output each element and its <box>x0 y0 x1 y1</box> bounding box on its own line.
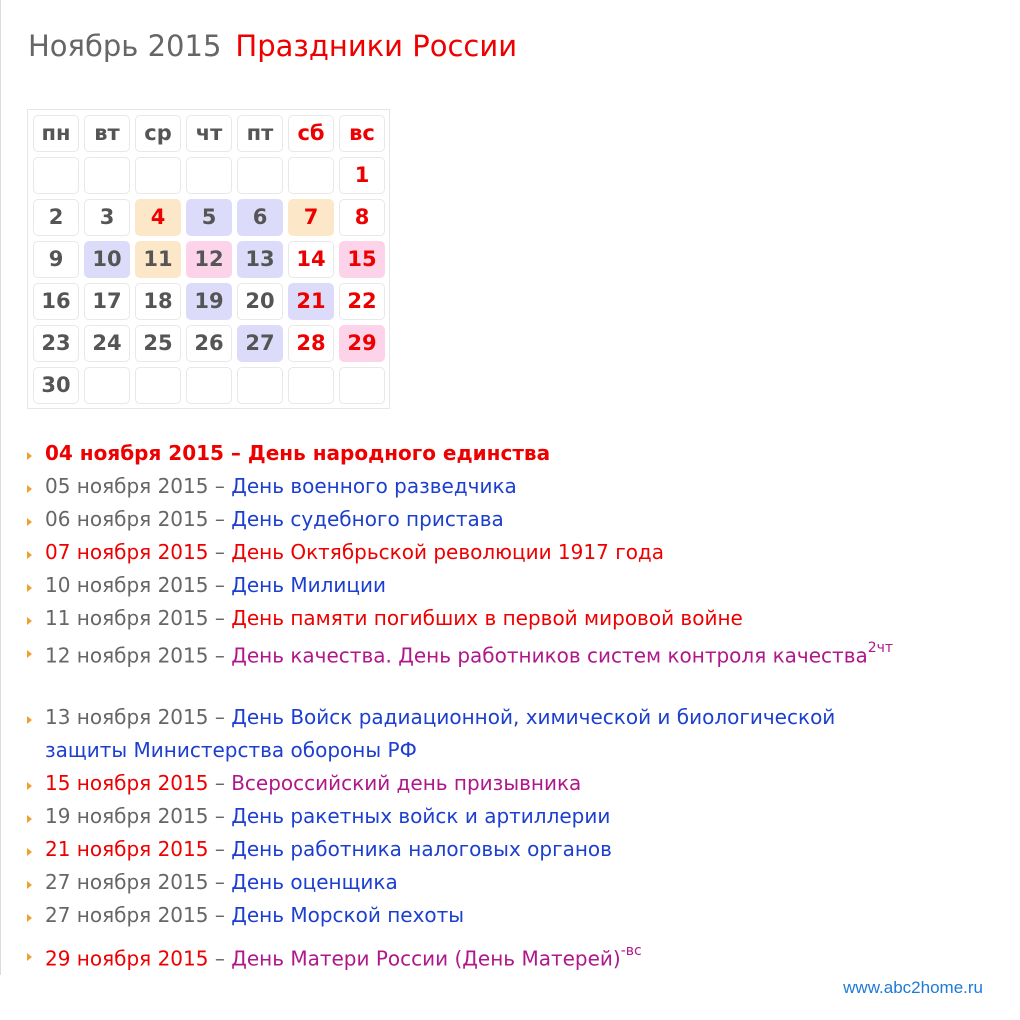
weekday-header: вс <box>339 115 385 152</box>
bullet-icon <box>27 584 32 592</box>
empty-day-cell <box>237 367 283 404</box>
bullet-icon <box>27 452 32 460</box>
holiday-name[interactable]: Всероссийский день призывника <box>231 771 582 795</box>
day-cell: 18 <box>135 283 181 320</box>
dash-separator: – <box>208 870 232 894</box>
holiday-name[interactable]: День военного разведчика <box>231 474 517 498</box>
holiday-item <box>45 602 995 635</box>
dash-separator: – <box>208 573 232 597</box>
weekday-header: пн <box>33 115 79 152</box>
day-cell: 30 <box>33 367 79 404</box>
day-cell: 6 <box>237 199 283 236</box>
day-cell: 23 <box>33 325 79 362</box>
bullet-icon <box>27 551 32 559</box>
holiday-name[interactable]: День качества. День работников систем контроля качества <box>231 643 868 668</box>
day-cell: 13 <box>237 241 283 278</box>
empty-day-cell <box>288 157 334 194</box>
holiday-name[interactable]: День работника налоговых органов <box>231 837 612 861</box>
dash-separator: – <box>208 643 232 668</box>
month-title: Ноябрь 2015 <box>28 29 222 63</box>
holiday-name[interactable]: День судебного пристава <box>231 507 504 531</box>
bullet-icon <box>27 848 32 856</box>
dash-separator: – <box>208 837 232 861</box>
day-cell: 29 <box>339 325 385 362</box>
day-cell: 10 <box>84 241 130 278</box>
day-cell: 11 <box>135 241 181 278</box>
holiday-item <box>45 437 995 470</box>
holiday-item <box>45 938 995 976</box>
holiday-date: 27 ноября 2015 <box>45 870 209 894</box>
holiday-item <box>45 701 895 767</box>
holiday-date: 29 ноября 2015 <box>45 946 209 971</box>
empty-day-cell <box>237 157 283 194</box>
day-cell: 1 <box>339 157 385 194</box>
day-cell: 27 <box>237 325 283 362</box>
holiday-date: 27 ноября 2015 <box>45 903 209 927</box>
day-cell: 17 <box>84 283 130 320</box>
dash-separator: – <box>223 441 248 465</box>
holiday-note: -вс <box>620 943 642 959</box>
holiday-date: 21 ноября 2015 <box>45 837 209 861</box>
bullet-icon <box>27 782 32 790</box>
holiday-item <box>45 767 995 800</box>
holiday-item <box>45 899 995 932</box>
holiday-date: 10 ноября 2015 <box>45 573 209 597</box>
weekday-header: чт <box>186 115 232 152</box>
dash-separator: – <box>208 946 232 971</box>
holiday-item <box>45 833 995 866</box>
day-cell: 4 <box>135 199 181 236</box>
holiday-date: 05 ноября 2015 <box>45 474 209 498</box>
day-cell: 19 <box>186 283 232 320</box>
bullet-icon <box>27 518 32 526</box>
holiday-item <box>45 569 995 602</box>
holiday-name[interactable]: День Октябрьской революции 1917 года <box>231 540 665 564</box>
bullet-icon <box>27 485 32 493</box>
day-cell: 24 <box>84 325 130 362</box>
dash-separator: – <box>208 804 232 828</box>
day-cell: 9 <box>33 241 79 278</box>
empty-day-cell <box>135 367 181 404</box>
holiday-item <box>45 800 995 833</box>
empty-day-cell <box>135 157 181 194</box>
bullet-icon <box>27 881 32 889</box>
dash-separator: – <box>208 474 232 498</box>
day-cell: 3 <box>84 199 130 236</box>
day-cell: 21 <box>288 283 334 320</box>
holiday-item <box>45 470 995 503</box>
empty-day-cell <box>84 157 130 194</box>
holiday-name[interactable]: День оценщика <box>231 870 398 894</box>
day-cell: 8 <box>339 199 385 236</box>
bullet-icon <box>27 650 32 658</box>
day-cell: 12 <box>186 241 232 278</box>
holiday-name[interactable]: День народного единства <box>247 441 551 465</box>
holiday-date: 13 ноября 2015 <box>45 705 209 729</box>
weekday-header: сб <box>288 115 334 152</box>
dash-separator: – <box>208 705 232 729</box>
holiday-item <box>45 536 995 569</box>
empty-day-cell <box>186 157 232 194</box>
holiday-item <box>45 635 895 673</box>
holiday-date: 12 ноября 2015 <box>45 643 209 668</box>
holiday-name[interactable]: День Матери России (День Матерей) <box>231 946 621 971</box>
weekday-header: вт <box>84 115 130 152</box>
dash-separator: – <box>208 507 232 531</box>
dash-separator: – <box>208 771 232 795</box>
holiday-name[interactable]: День Морской пехоты <box>231 903 465 927</box>
holiday-item <box>45 866 995 899</box>
day-cell: 7 <box>288 199 334 236</box>
holiday-date: 04 ноября 2015 <box>45 441 224 465</box>
dash-separator: – <box>208 540 232 564</box>
day-cell: 25 <box>135 325 181 362</box>
day-cell: 15 <box>339 241 385 278</box>
bullet-icon <box>27 716 32 724</box>
holiday-date: 15 ноября 2015 <box>45 771 209 795</box>
holiday-date: 19 ноября 2015 <box>45 804 209 828</box>
bullet-icon <box>27 914 32 922</box>
holiday-date: 07 ноября 2015 <box>45 540 209 564</box>
weekday-header: пт <box>237 115 283 152</box>
day-cell: 26 <box>186 325 232 362</box>
bullet-icon <box>27 953 32 961</box>
holiday-name[interactable]: День памяти погибших в первой мировой войне <box>231 606 743 630</box>
bullet-icon <box>27 815 32 823</box>
holiday-note: 2чт <box>867 640 894 656</box>
day-cell: 22 <box>339 283 385 320</box>
dash-separator: – <box>208 606 232 630</box>
empty-day-cell <box>33 157 79 194</box>
day-cell: 14 <box>288 241 334 278</box>
weekday-header: ср <box>135 115 181 152</box>
dash-separator: – <box>208 903 232 927</box>
holiday-name[interactable]: День Милиции <box>231 573 386 597</box>
left-border-line <box>0 0 1 975</box>
holiday-name[interactable]: День ракетных войск и артиллерии <box>231 804 611 828</box>
bullet-icon <box>27 617 32 625</box>
month-calendar <box>27 109 390 409</box>
holiday-name[interactable]: День Войск радиационной, химической и биологической защиты Министерства обороны РФ <box>45 705 836 762</box>
page-title <box>28 24 517 68</box>
holiday-item <box>45 503 995 536</box>
day-cell: 28 <box>288 325 334 362</box>
holidays-title: Праздники России <box>235 29 518 63</box>
day-cell: 2 <box>33 199 79 236</box>
day-cell: 20 <box>237 283 283 320</box>
empty-day-cell <box>84 367 130 404</box>
empty-day-cell <box>339 367 385 404</box>
empty-day-cell <box>186 367 232 404</box>
holiday-date: 11 ноября 2015 <box>45 606 209 630</box>
day-cell: 5 <box>186 199 232 236</box>
day-cell: 16 <box>33 283 79 320</box>
site-link[interactable]: www.abc2home.ru <box>843 978 983 997</box>
empty-day-cell <box>288 367 334 404</box>
holiday-date: 06 ноября 2015 <box>45 507 209 531</box>
